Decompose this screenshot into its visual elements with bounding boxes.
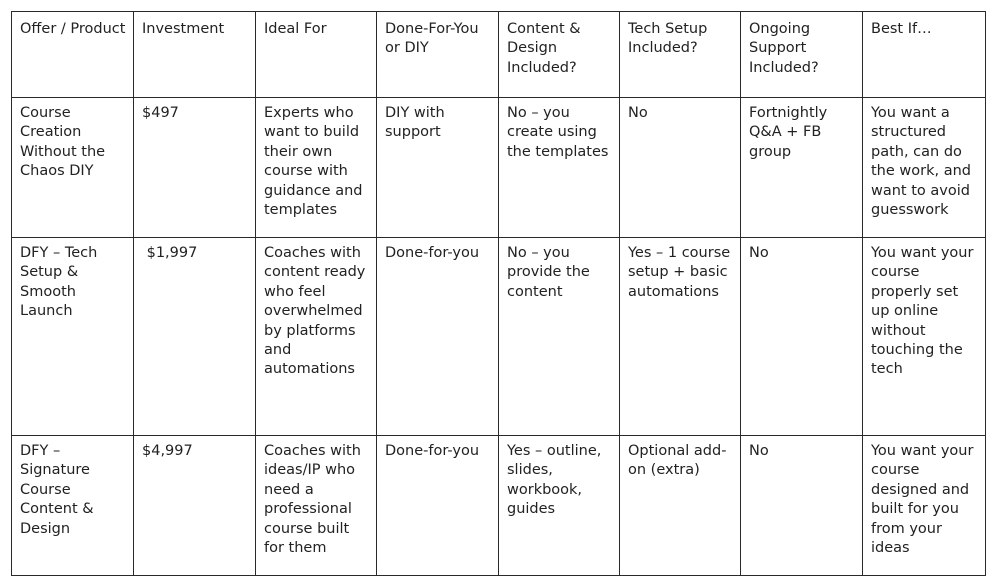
table-cell: Fortnightly Q&A + FB group [741,98,863,238]
header-cell-ideal-for: Ideal For [256,12,377,98]
table-cell: $1,997 [134,238,256,436]
table-cell: Optional add-on (extra) [620,436,741,576]
table-cell: No [620,98,741,238]
table-cell: Coaches with content ready who feel overwhelmed by platforms and automations [256,238,377,436]
table-cell: Coaches with ideas/IP who need a professional course built for them [256,436,377,576]
header-cell-tech-setup: Tech Setup Included? [620,12,741,98]
table-row [12,238,986,436]
header-cell-ongoing-support: Ongoing Support Included? [741,12,863,98]
table-row [12,98,986,238]
table-row [12,436,986,576]
table-cell: Course Creation Without the Chaos DIY [12,98,134,238]
table-cell: Done-for-you [377,436,499,576]
offer-comparison-table [11,11,986,576]
table-cell: You want your course properly set up online without touching the tech [863,238,986,436]
comparison-table-container [11,11,986,576]
table-cell: $4,997 [134,436,256,576]
table-cell: You want a structured path, can do the work, and want to avoid guesswork [863,98,986,238]
table-cell: Done-for-you [377,238,499,436]
table-cell: $497 [134,98,256,238]
header-row [12,12,986,98]
table-cell: No [741,238,863,436]
table-cell: Yes – outline, slides, workbook, guides [499,436,620,576]
table-cell: No [741,436,863,576]
table-cell: DFY – Signature Course Content & Design [12,436,134,576]
table-cell: No – you provide the content [499,238,620,436]
header-cell-content-design: Content & Design Included? [499,12,620,98]
table-cell: No – you create using the templates [499,98,620,238]
table-cell: DFY – Tech Setup & Smooth Launch [12,238,134,436]
table-cell: Yes – 1 course setup + basic automations [620,238,741,436]
header-cell-best-if: Best If… [863,12,986,98]
header-cell-investment: Investment [134,12,256,98]
header-cell-offer: Offer / Product [12,12,134,98]
table-cell: Experts who want to build their own course with guidance and templates [256,98,377,238]
table-cell: You want your course designed and built for you from your ideas [863,436,986,576]
table-cell: DIY with support [377,98,499,238]
header-cell-dfy-or-diy: Done-For-You or DIY [377,12,499,98]
